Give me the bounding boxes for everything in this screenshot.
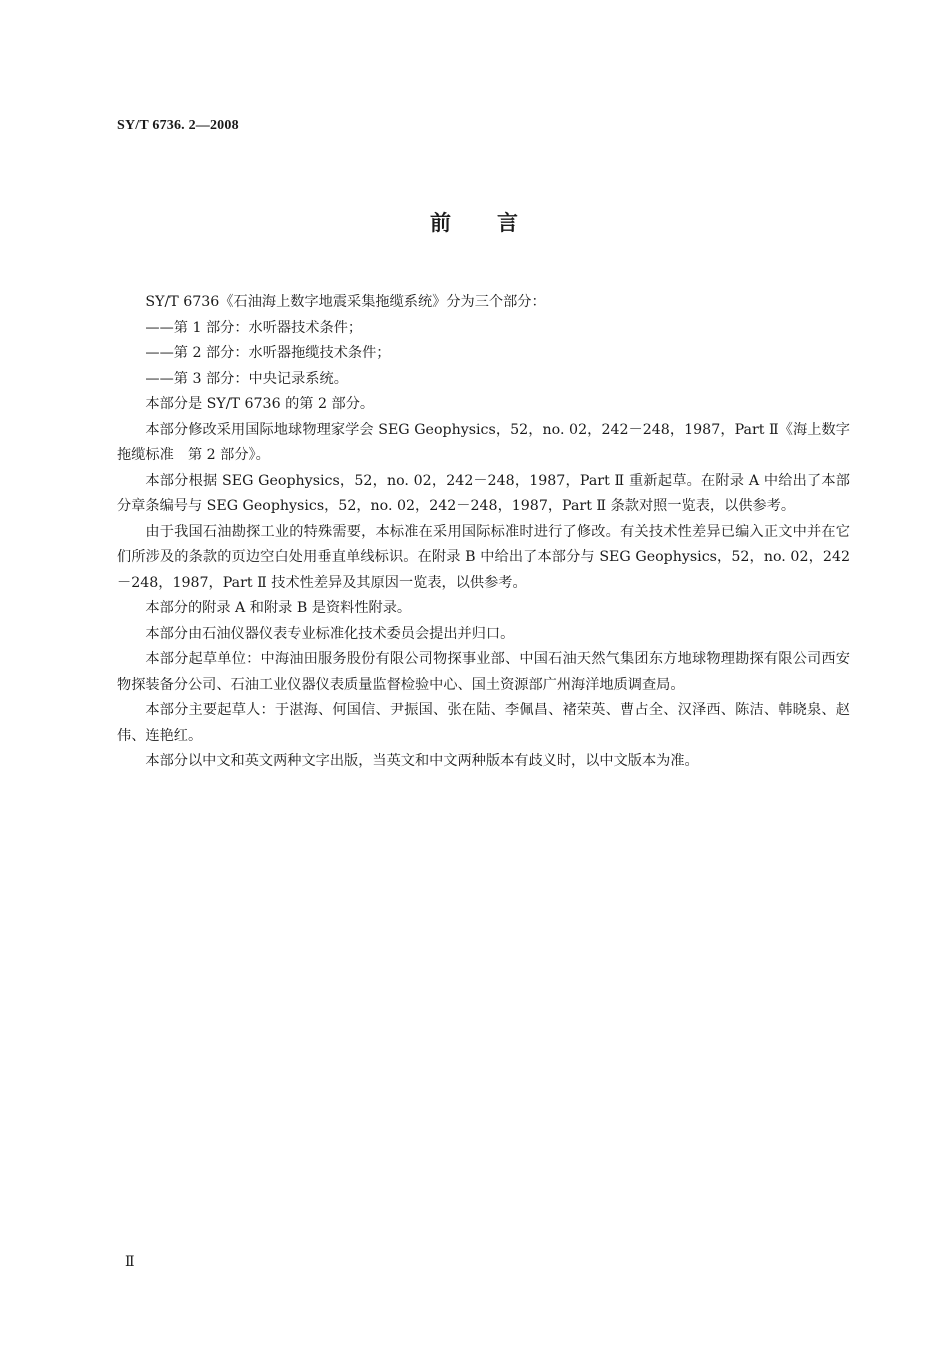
list-item-part-1: ——第 1 部分：水听器技术条件； <box>145 319 363 336</box>
paragraph-adoption: 本部分修改采用国际地球物理家学会 SEG Geophysics，52，no. 02，242－248，1987，Part Ⅱ《海上数字拖缆标准 第 2 部分》。 <box>117 421 850 463</box>
list-item-part-2: ——第 2 部分：水听器拖缆技术条件； <box>145 345 391 361</box>
document-number: SY/T 6736. 2—2008 <box>117 118 239 133</box>
title-char-left: 前 <box>430 211 453 235</box>
list-item-part-3: ——第 3 部分：中央记录系统。 <box>145 370 348 387</box>
title-char-right: 言 <box>497 211 520 235</box>
paragraph-redraft: 本部分根据 SEG Geophysics，52，no. 02，242－248，1987，Part Ⅱ 重新起草。在附录 A 中给出了本部分章条编号与 SEG Geophysics，52，no. 02，242－248，1987，Part Ⅱ 条款对照一览表，以供参考。 <box>117 472 850 514</box>
paragraph-modifications: 由于我国石油勘探工业的特殊需要，本标准在采用国际标准时进行了修改。有关技术性差异已编入正文中并在它们所涉及的条款的页边空白处用垂直单线标识。在附录 B 中给出了本部分与 SEG Geophysics，52，no. 02，242－248，1987，Part Ⅱ 技术性差异及其原因一览表，以供参考。 <box>117 523 850 591</box>
paragraph-drafting-units: 本部分起草单位：中海油田服务股份有限公司物探事业部、中国石油天然气集团东方地球物理勘探有限公司西安物探装备分公司、石油工业仪器仪表质量监督检验中心、国土资源部广州海洋地质调查局。 <box>117 651 850 693</box>
paragraph-drafters: 本部分主要起草人：于湛海、何国信、尹振国、张在陆、李佩昌、褚荣英、曹占全、汉泽西、陈洁、韩晓泉、赵伟、连艳红。 <box>117 702 850 744</box>
page-title <box>0 207 950 237</box>
paragraph-part-statement: 本部分是 SY/T 6736 的第 2 部分。 <box>145 396 375 412</box>
paragraph-annexes: 本部分的附录 A 和附录 B 是资料性附录。 <box>145 600 412 616</box>
paragraph-intro: SY/T 6736《石油海上数字地震采集拖缆系统》分为三个部分： <box>145 294 546 310</box>
paragraph-language: 本部分以中文和英文两种文字出版，当英文和中文两种版本有歧义时，以中文版本为准。 <box>145 753 699 769</box>
paragraph-committee: 本部分由石油仪器仪表专业标准化技术委员会提出并归口。 <box>145 625 515 642</box>
page-number: Ⅱ <box>125 1255 135 1270</box>
foreword-body <box>117 290 850 775</box>
